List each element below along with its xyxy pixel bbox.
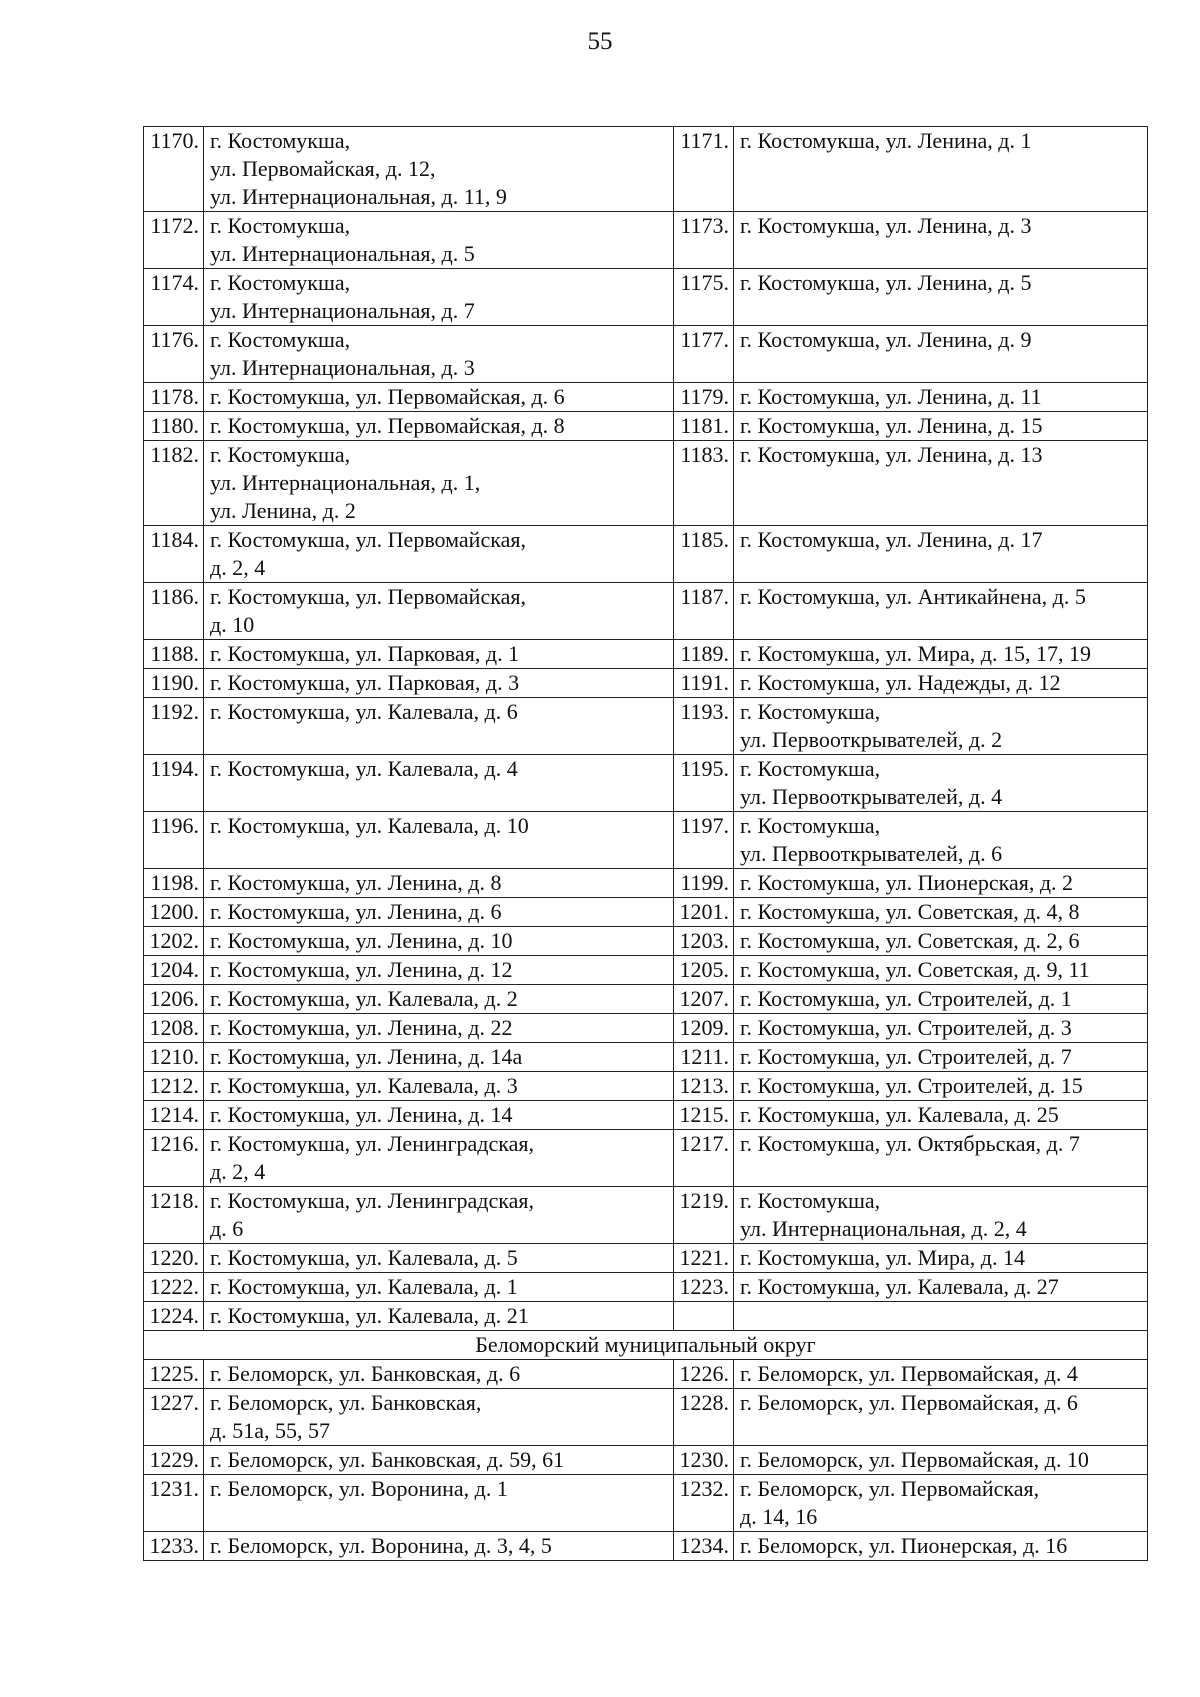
address-cell: г. Костомукша, ул. Антикайнена, д. 5 xyxy=(734,583,1148,640)
address-cell: г. Костомукша, ул. Ленина, д. 14 xyxy=(204,1101,674,1130)
address-cell: г. Беломорск, ул. Пионерская, д. 16 xyxy=(734,1532,1148,1561)
entry-number: 1194. xyxy=(144,755,204,812)
address-cell: г. Беломорск, ул. Первомайская, д. 10 xyxy=(734,1446,1148,1475)
entry-number: 1198. xyxy=(144,869,204,898)
address-cell: г. Костомукша, ул. Ленина, д. 6 xyxy=(204,898,674,927)
address-cell: г. Костомукша, ул. Калевала, д. 1 xyxy=(204,1273,674,1302)
address-cell: г. Костомукша, ул. Ленинградская, д. 6 xyxy=(204,1187,674,1244)
table-row xyxy=(144,1475,1148,1532)
address-cell: г. Костомукша, ул. Ленина, д. 1 xyxy=(734,127,1148,212)
address-cell: г. Костомукша, ул. Мира, д. 14 xyxy=(734,1244,1148,1273)
address-cell: г. Костомукша, ул. Ленина, д. 15 xyxy=(734,412,1148,441)
entry-number: 1188. xyxy=(144,640,204,669)
address-cell: г. Костомукша, ул. Первомайская, д. 8 xyxy=(204,412,674,441)
address-cell: г. Костомукша, ул. Первомайская, д. 2, 4 xyxy=(204,526,674,583)
table-row xyxy=(144,441,1148,526)
entry-number: 1228. xyxy=(674,1389,734,1446)
entry-number: 1230. xyxy=(674,1446,734,1475)
entry-number: 1171. xyxy=(674,127,734,212)
address-cell: г. Беломорск, ул. Первомайская, д. 14, 16 xyxy=(734,1475,1148,1532)
table-row xyxy=(144,898,1148,927)
address-cell: г. Костомукша, ул. Мира, д. 15, 17, 19 xyxy=(734,640,1148,669)
table-row xyxy=(144,1043,1148,1072)
address-table-body xyxy=(144,127,1148,1561)
table-row xyxy=(144,755,1148,812)
entry-number: 1205. xyxy=(674,956,734,985)
entry-number: 1218. xyxy=(144,1187,204,1244)
address-cell: г. Костомукша, ул. Парковая, д. 1 xyxy=(204,640,674,669)
table-row xyxy=(144,1187,1148,1244)
address-cell: г. Костомукша, ул. Калевала, д. 25 xyxy=(734,1101,1148,1130)
entry-number: 1208. xyxy=(144,1014,204,1043)
address-table xyxy=(143,126,1148,1561)
table-row xyxy=(144,1360,1148,1389)
entry-number: 1170. xyxy=(144,127,204,212)
entry-number: 1213. xyxy=(674,1072,734,1101)
address-cell: г. Костомукша, ул. Октябрьская, д. 7 xyxy=(734,1130,1148,1187)
address-cell: г. Костомукша, ул. Интернациональная, д. 1, ул. Ленина, д. 2 xyxy=(204,441,674,526)
entry-number: 1220. xyxy=(144,1244,204,1273)
entry-number: 1215. xyxy=(674,1101,734,1130)
address-cell: г. Костомукша, ул. Ленина, д. 22 xyxy=(204,1014,674,1043)
table-row xyxy=(144,526,1148,583)
address-cell: г. Костомукша, ул. Советская, д. 2, 6 xyxy=(734,927,1148,956)
entry-number: 1189. xyxy=(674,640,734,669)
address-cell: г. Костомукша, ул. Ленина, д. 13 xyxy=(734,441,1148,526)
address-cell: г. Костомукша, ул. Ленина, д. 10 xyxy=(204,927,674,956)
address-cell: г. Костомукша, ул. Первооткрывателей, д. 2 xyxy=(734,698,1148,755)
address-cell: г. Костомукша, ул. Первооткрывателей, д. 4 xyxy=(734,755,1148,812)
table-row xyxy=(144,1273,1148,1302)
address-cell: г. Костомукша, ул. Ленинградская, д. 2, 4 xyxy=(204,1130,674,1187)
table-row xyxy=(144,985,1148,1014)
table-row xyxy=(144,127,1148,212)
entry-number: 1204. xyxy=(144,956,204,985)
entry-number: 1173. xyxy=(674,212,734,269)
entry-number: 1209. xyxy=(674,1014,734,1043)
table-row xyxy=(144,1446,1148,1475)
entry-number: 1181. xyxy=(674,412,734,441)
table-row xyxy=(144,1072,1148,1101)
entry-number: 1232. xyxy=(674,1475,734,1532)
address-cell: г. Костомукша, ул. Интернациональная, д. 7 xyxy=(204,269,674,326)
address-cell: г. Костомукша, ул. Ленина, д. 12 xyxy=(204,956,674,985)
address-cell: г. Костомукша, ул. Калевала, д. 3 xyxy=(204,1072,674,1101)
entry-number: 1202. xyxy=(144,927,204,956)
entry-number: 1183. xyxy=(674,441,734,526)
entry-number: 1227. xyxy=(144,1389,204,1446)
address-cell: г. Костомукша, ул. Интернациональная, д. 2, 4 xyxy=(734,1187,1148,1244)
entry-number: 1192. xyxy=(144,698,204,755)
table-row xyxy=(144,812,1148,869)
entry-number: 1175. xyxy=(674,269,734,326)
entry-number: 1222. xyxy=(144,1273,204,1302)
address-cell: г. Костомукша, ул. Парковая, д. 3 xyxy=(204,669,674,698)
address-cell: г. Костомукша, ул. Ленина, д. 17 xyxy=(734,526,1148,583)
entry-number: 1201. xyxy=(674,898,734,927)
address-cell: г. Беломорск, ул. Первомайская, д. 6 xyxy=(734,1389,1148,1446)
address-cell: г. Костомукша, ул. Калевала, д. 5 xyxy=(204,1244,674,1273)
address-cell: г. Костомукша, ул. Калевала, д. 27 xyxy=(734,1273,1148,1302)
entry-number: 1191. xyxy=(674,669,734,698)
entry-number: 1197. xyxy=(674,812,734,869)
table-row xyxy=(144,269,1148,326)
address-cell: г. Беломорск, ул. Первомайская, д. 4 xyxy=(734,1360,1148,1389)
address-cell: г. Костомукша, ул. Первомайская, д. 6 xyxy=(204,383,674,412)
table-row xyxy=(144,1389,1148,1446)
entry-number: 1190. xyxy=(144,669,204,698)
address-cell: г. Костомукша, ул. Ленина, д. 5 xyxy=(734,269,1148,326)
entry-number: 1184. xyxy=(144,526,204,583)
address-cell: г. Костомукша, ул. Калевала, д. 10 xyxy=(204,812,674,869)
entry-number: 1212. xyxy=(144,1072,204,1101)
entry-number: 1172. xyxy=(144,212,204,269)
address-cell xyxy=(734,1302,1148,1331)
address-cell: г. Костомукша, ул. Первомайская, д. 12, ул. Интернациональная, д. 11, 9 xyxy=(204,127,674,212)
address-cell: г. Костомукша, ул. Пионерская, д. 2 xyxy=(734,869,1148,898)
address-cell: г. Костомукша, ул. Строителей, д. 15 xyxy=(734,1072,1148,1101)
entry-number: 1199. xyxy=(674,869,734,898)
table-row xyxy=(144,927,1148,956)
address-cell: г. Костомукша, ул. Советская, д. 4, 8 xyxy=(734,898,1148,927)
entry-number: 1221. xyxy=(674,1244,734,1273)
table-row xyxy=(144,956,1148,985)
entry-number: 1174. xyxy=(144,269,204,326)
entry-number: 1200. xyxy=(144,898,204,927)
table-row xyxy=(144,1101,1148,1130)
entry-number: 1229. xyxy=(144,1446,204,1475)
table-row xyxy=(144,669,1148,698)
entry-number: 1177. xyxy=(674,326,734,383)
address-cell: г. Беломорск, ул. Банковская, д. 6 xyxy=(204,1360,674,1389)
address-cell: г. Костомукша, ул. Калевала, д. 2 xyxy=(204,985,674,1014)
entry-number: 1195. xyxy=(674,755,734,812)
entry-number: 1211. xyxy=(674,1043,734,1072)
address-cell: г. Костомукша, ул. Ленина, д. 8 xyxy=(204,869,674,898)
address-cell: г. Костомукша, ул. Надежды, д. 12 xyxy=(734,669,1148,698)
entry-number: 1224. xyxy=(144,1302,204,1331)
address-cell: г. Костомукша, ул. Ленина, д. 14а xyxy=(204,1043,674,1072)
address-cell: г. Беломорск, ул. Банковская, д. 59, 61 xyxy=(204,1446,674,1475)
page-number: 55 xyxy=(587,28,613,55)
table-row xyxy=(144,583,1148,640)
table-row xyxy=(144,412,1148,441)
entry-number: 1187. xyxy=(674,583,734,640)
address-cell: г. Костомукша, ул. Интернациональная, д. 5 xyxy=(204,212,674,269)
section-row xyxy=(144,1331,1148,1360)
entry-number: 1193. xyxy=(674,698,734,755)
entry-number: 1196. xyxy=(144,812,204,869)
address-cell: г. Костомукша, ул. Советская, д. 9, 11 xyxy=(734,956,1148,985)
table-row xyxy=(144,383,1148,412)
table-row xyxy=(144,1014,1148,1043)
address-cell: г. Костомукша, ул. Строителей, д. 7 xyxy=(734,1043,1148,1072)
table-row xyxy=(144,698,1148,755)
address-cell: г. Беломорск, ул. Воронина, д. 1 xyxy=(204,1475,674,1532)
entry-number: 1234. xyxy=(674,1532,734,1561)
entry-number: 1217. xyxy=(674,1130,734,1187)
entry-number: 1186. xyxy=(144,583,204,640)
table-row xyxy=(144,1532,1148,1561)
table-row xyxy=(144,1130,1148,1187)
address-cell: г. Костомукша, ул. Строителей, д. 1 xyxy=(734,985,1148,1014)
table-row xyxy=(144,1302,1148,1331)
entry-number: 1226. xyxy=(674,1360,734,1389)
entry-number: 1179. xyxy=(674,383,734,412)
entry-number xyxy=(674,1302,734,1331)
entry-number: 1223. xyxy=(674,1273,734,1302)
address-cell: г. Костомукша, ул. Ленина, д. 9 xyxy=(734,326,1148,383)
entry-number: 1225. xyxy=(144,1360,204,1389)
entry-number: 1176. xyxy=(144,326,204,383)
entry-number: 1206. xyxy=(144,985,204,1014)
entry-number: 1214. xyxy=(144,1101,204,1130)
entry-number: 1231. xyxy=(144,1475,204,1532)
entry-number: 1178. xyxy=(144,383,204,412)
entry-number: 1203. xyxy=(674,927,734,956)
entry-number: 1216. xyxy=(144,1130,204,1187)
address-cell: г. Костомукша, ул. Ленина, д. 11 xyxy=(734,383,1148,412)
address-cell: г. Костомукша, ул. Интернациональная, д. 3 xyxy=(204,326,674,383)
table-row xyxy=(144,326,1148,383)
address-cell: г. Костомукша, ул. Калевала, д. 6 xyxy=(204,698,674,755)
table-row xyxy=(144,1244,1148,1273)
entry-number: 1185. xyxy=(674,526,734,583)
table-row xyxy=(144,640,1148,669)
address-cell: г. Беломорск, ул. Банковская, д. 51а, 55, 57 xyxy=(204,1389,674,1446)
address-cell: г. Костомукша, ул. Ленина, д. 3 xyxy=(734,212,1148,269)
entry-number: 1210. xyxy=(144,1043,204,1072)
entry-number: 1207. xyxy=(674,985,734,1014)
entry-number: 1182. xyxy=(144,441,204,526)
table-row xyxy=(144,212,1148,269)
section-title: Беломорский муниципальный округ xyxy=(144,1331,1148,1360)
address-cell: г. Костомукша, ул. Калевала, д. 21 xyxy=(204,1302,674,1331)
entry-number: 1180. xyxy=(144,412,204,441)
address-cell: г. Костомукша, ул. Первомайская, д. 10 xyxy=(204,583,674,640)
address-cell: г. Костомукша, ул. Первооткрывателей, д. 6 xyxy=(734,812,1148,869)
address-cell: г. Костомукша, ул. Строителей, д. 3 xyxy=(734,1014,1148,1043)
entry-number: 1233. xyxy=(144,1532,204,1561)
entry-number: 1219. xyxy=(674,1187,734,1244)
table-row xyxy=(144,869,1148,898)
address-cell: г. Беломорск, ул. Воронина, д. 3, 4, 5 xyxy=(204,1532,674,1561)
address-cell: г. Костомукша, ул. Калевала, д. 4 xyxy=(204,755,674,812)
